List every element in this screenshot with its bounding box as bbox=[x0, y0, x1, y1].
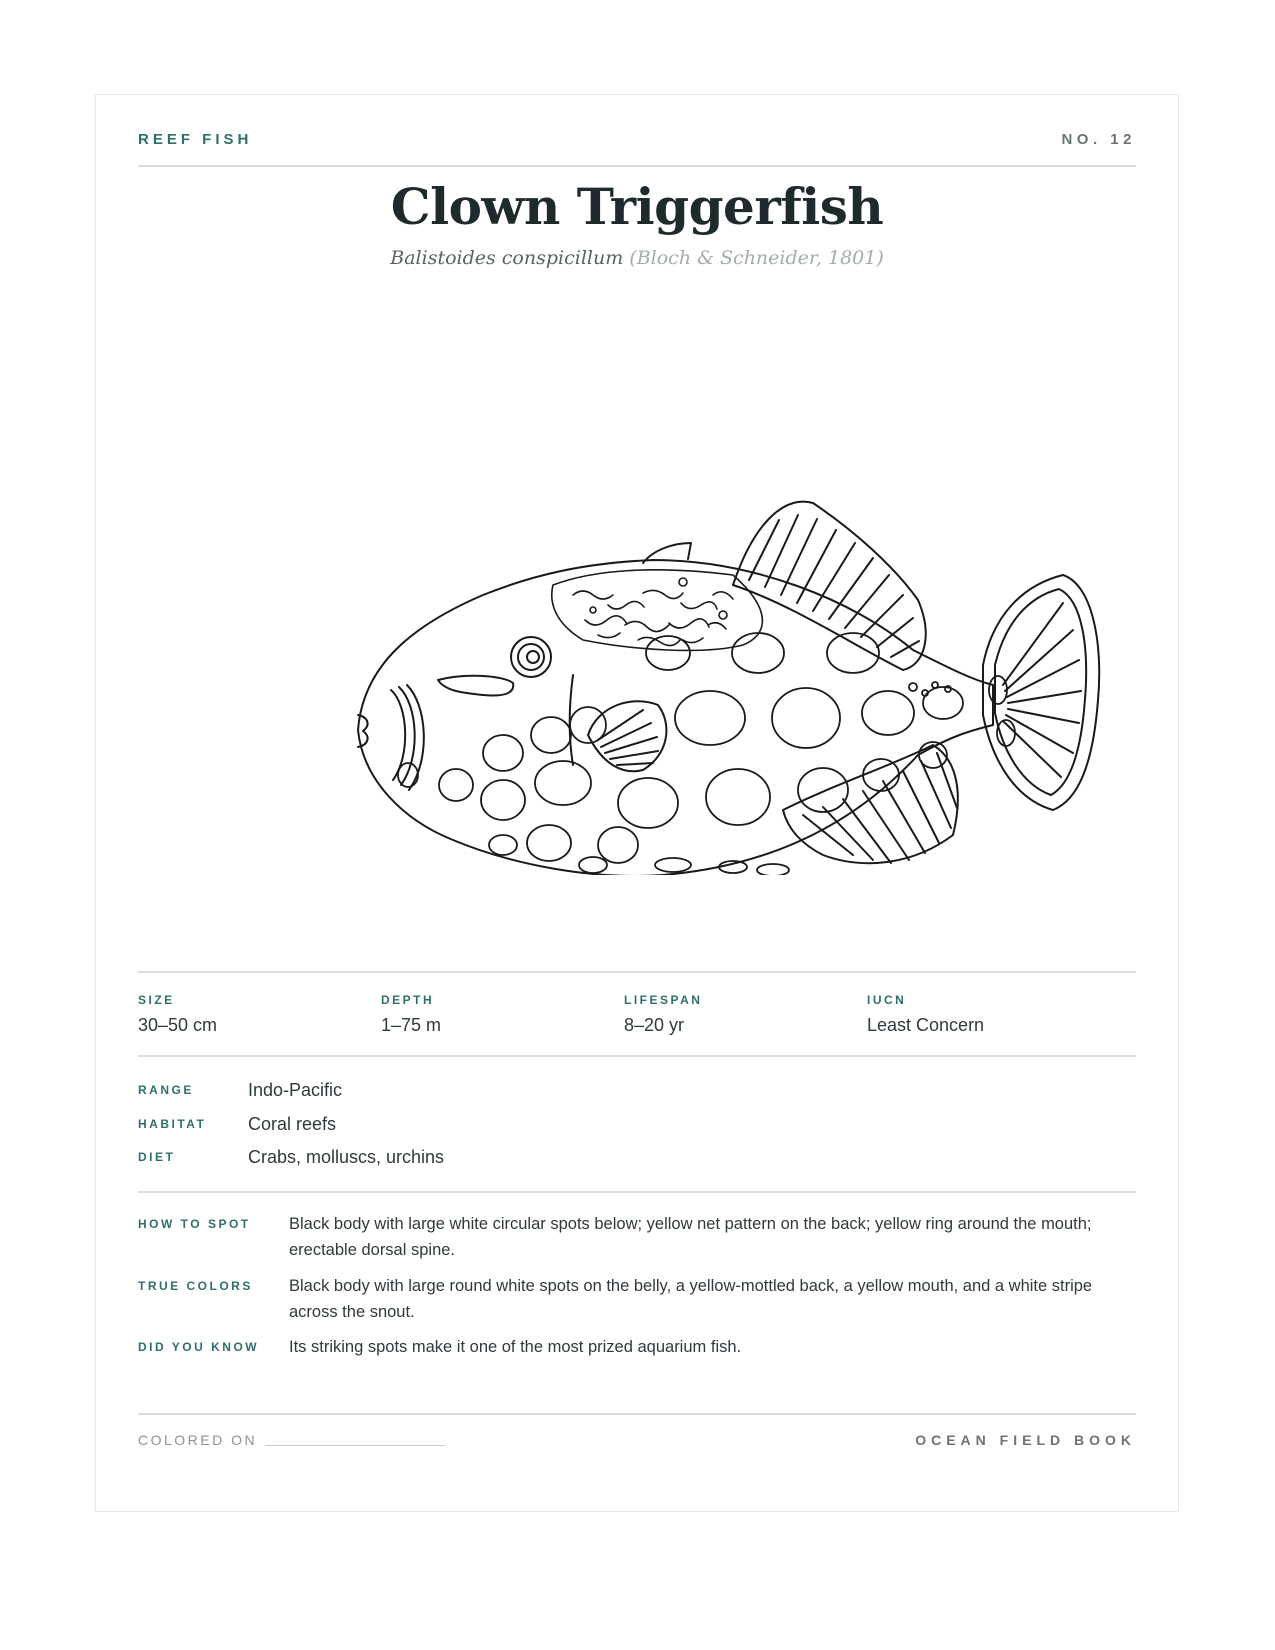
note-text: Its striking spots make it one of the most prized aquarium fish. bbox=[289, 1338, 742, 1356]
stat-value: 8–20 yr bbox=[624, 1015, 685, 1035]
stat-label: DEPTH bbox=[381, 993, 435, 1007]
stat-depth bbox=[381, 993, 621, 1036]
card-content bbox=[138, 95, 1136, 1511]
stat-size bbox=[138, 993, 378, 1036]
stat-lifespan bbox=[624, 993, 864, 1036]
tail-fin bbox=[983, 575, 1099, 810]
stat-label: LIFESPAN bbox=[624, 993, 703, 1007]
note-text: Black body with large white circular spots below; yellow net pattern on the back; yellow ring around the mouth; erectable dorsal spine. bbox=[289, 1215, 1092, 1259]
header-divider bbox=[138, 165, 1136, 167]
fish-body bbox=[358, 543, 993, 875]
facts-divider bbox=[138, 1191, 1136, 1193]
fact-label: HABITAT bbox=[138, 1117, 207, 1131]
species-card bbox=[95, 94, 1179, 1512]
stats-bottom-divider bbox=[138, 1055, 1136, 1057]
fact-value: Crabs, molluscs, urchins bbox=[248, 1147, 445, 1167]
fish-illustration bbox=[213, 435, 1103, 875]
fact-label: RANGE bbox=[138, 1083, 194, 1097]
stat-label: SIZE bbox=[138, 993, 175, 1007]
brand-name: OCEAN FIELD BOOK bbox=[915, 1432, 1136, 1448]
white-spots bbox=[398, 633, 1015, 875]
note-text: Black body with large round white spots on the belly, a yellow-mottled back, a yellow mouth, and a white stripe across the snout. bbox=[289, 1277, 1093, 1321]
stat-label: IUCN bbox=[867, 993, 907, 1007]
fact-label: DIET bbox=[138, 1150, 176, 1164]
species-title: Clown Triggerfish bbox=[390, 177, 884, 236]
note-label: TRUE COLORS bbox=[138, 1279, 253, 1293]
scientific-name bbox=[138, 247, 1136, 269]
stats-row bbox=[138, 993, 1136, 1053]
fact-value: Indo-Pacific bbox=[248, 1080, 343, 1100]
authority: (Bloch & Schneider, 1801) bbox=[629, 247, 884, 269]
stat-value: Least Concern bbox=[867, 1015, 985, 1035]
colored-on-date-line[interactable] bbox=[265, 1445, 445, 1446]
stats-top-divider bbox=[138, 971, 1136, 973]
binomial-name: Balistoides conspicillum bbox=[390, 247, 624, 269]
stat-iucn bbox=[867, 993, 1107, 1036]
fact-value: Coral reefs bbox=[248, 1114, 337, 1134]
category-label: REEF FISH bbox=[138, 131, 253, 148]
colored-on-label: COLORED ON bbox=[138, 1432, 258, 1448]
stat-value: 30–50 cm bbox=[138, 1015, 218, 1035]
stat-value: 1–75 m bbox=[381, 1015, 442, 1035]
note-label: HOW TO SPOT bbox=[138, 1217, 251, 1231]
note-label: DID YOU KNOW bbox=[138, 1340, 260, 1354]
footer-divider bbox=[138, 1413, 1136, 1415]
card-number: NO. 12 bbox=[1061, 131, 1136, 148]
